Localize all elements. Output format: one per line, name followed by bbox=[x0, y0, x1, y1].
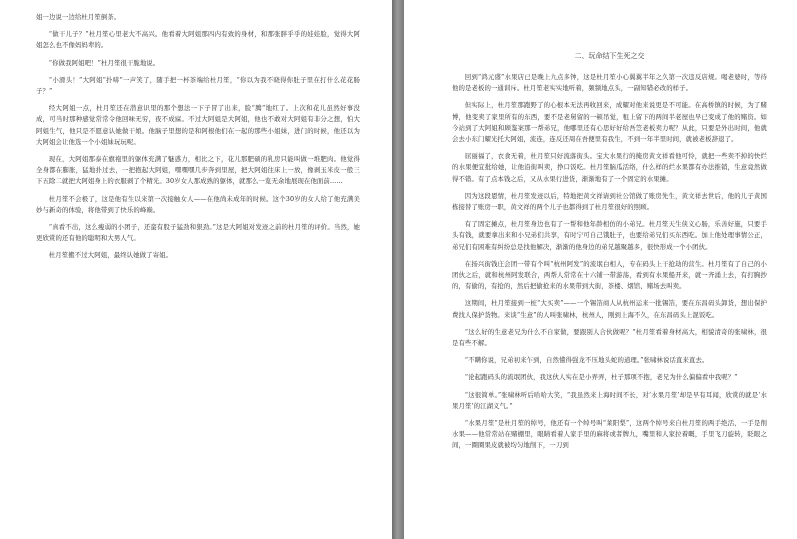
right-paragraph: “水果月笙”是杜月笙的绰号，他还有一个绰号叫“莱阳梨”，这两个绰号来自杜月笙的两手绝活，一手是削水果——他常常站在赌棚里，眼睛看着人家手里的麻将或者牌九，嘴里和人家拉着嘅，手里飞刀旋转，眨眼之间，一圈圈果皮就被均匀地削下，一刀到 bbox=[452, 419, 767, 450]
left-paragraph: “你做我阿姐吧！”杜月笙很干脆地说。 bbox=[48, 58, 160, 67]
right-paragraph: 这期间，杜月笙接到一桩“大买卖”——一个锡箔商人从杭州运来一批锡箔，要在东昌码头卸货，想出保护费找人保护货物。来谈“生意”的人叫张啸林，杭州人，刚到上海不久，在东昌码头上混饭吃。 bbox=[452, 299, 767, 319]
right-paragraph: 有了固定摊点，杜月笙身边也有了一帮和他年龄相仿的小弟兄。杜月笙天生侠义心肠，乐善好施，只要手头有钱，就要拿出来和小兄弟们共享，有时宁可自己饿肚子，也要给弟兄们买东西吃。加上他处理事情公正，弟兄们有困难有纠纷总是找他解决，渐渐的他身边的弟兄越聚越多，很快形成一个小团伙。 bbox=[452, 220, 767, 251]
left-paragraph: 现在，大阿姐那泰在旗袍里的躯体充满了魅惑力，相比之下，花儿那肥硕的乳房只能叫做一堆肥肉。他觉得全身都在膨胀，猛地扑过去，一把抱起大阿姐，嘿嘿嘿几步奔到里屋，把大阿姐往床上一放，像剥玉米皮一般三下五除二就把大阿姐身上的衣服剥了个精光。30岁女人那成熟的躯体，就那么一览无余地展现在他面前…… bbox=[36, 155, 360, 186]
left-page bbox=[0, 0, 392, 539]
right-paragraph: “不瞒你说，兄弟初来乍到，自然懂得强龙不压地头蛇的道理。”张啸林说话直来直去。 bbox=[464, 356, 709, 365]
left-paragraph: “小滑头！”大阿姐“扑哧”一声笑了，随手把一杯茶端给杜月笙，“你以为我不晓得你肚子里在打什么花花肠子？” bbox=[36, 75, 360, 96]
right-paragraph: 因为这段恩情，杜月笙发迹以后，特地把黄文祥请到社公馆做了账房先生，黄文祥去世后，他的儿子黄国栋接替了账房一职，黄文祥的两个儿子也都得到了杜月笙很好的照顾。 bbox=[452, 191, 767, 212]
right-paragraph: “这很简单。”张啸林听后哈哈大笑，“我虽然来上海时间不长，对‘水果月笙’却是早有耳闻，欣赏的就是‘水果月笙’的江湖义气。” bbox=[452, 390, 767, 410]
left-paragraph: 杜月笙不会极了，这是他有生以来第一次接触女人——在他尚未成年的时候。这个30岁的女人给了他充满美妙与新奇的体验，将他带到了快乐的峰巅。 bbox=[36, 194, 360, 214]
right-paragraph: “论起跑码头的流氓团伙，我这伙人实在是小弄弄，杜子那项不抱，老兄为什么偏偏看中我呢？” bbox=[464, 373, 738, 382]
right-paragraph: “这么好的生意老兄为什么不自家做，要跟别人合伙做呢？”杜月笙看着身材高大，相貌清奇的张啸林，很是有些不解。 bbox=[452, 327, 767, 348]
chapter-title: 二、玩命结下生死之交 bbox=[574, 52, 645, 60]
left-paragraph: “真看不出，这么瘦弱的小团子，还蛮有股子猛劲和狠劲。”这是大阿姐对发迹之前的杜月笙的评价。当然，她更欣赏的还有他的聪明和大男人气。 bbox=[36, 223, 360, 243]
left-paragraph: 姐一边说一边给杜月笙倒茶。 bbox=[36, 13, 121, 21]
page-gutter bbox=[392, 0, 404, 539]
right-paragraph: 但实际上，杜月笙那跑野了的心根本无法再收回来，成耀对他来说更是不可能。在高桥镇的时候，为了赌博，他变卖了家里所有的东西，要不是老舅留的一顿吊觉，租上留下的两间半老屋也早已变成了他的赌资。如今站到了大阿姐和顾鉴案那一帮弟兄，他哪里还有心思好好给吾笠老板卖力呢？从此，只要是外出时间，他就会去小东门耀光托大阿姐，流连，连反还周在吾便里有我生，不到一年半里时间，就被老板辞退了。 bbox=[452, 101, 767, 144]
left-paragraph: 杜月笙搬不过大阿姐，最终认她做了寄姐。 bbox=[48, 251, 173, 260]
right-paragraph: 在扬兴街钱庄会团一带有个叫“杭州阿发”的流氓白相人，专在码头上干抢劫的营生。杜月笙有了自己的小团伙之后，就和杭州阿发联合，两帮人常常在十六铺一带游荡，看到有水果船开来，就一齐涌上去，有打胸抄的，有偷的，有抢的，然后把偷抢来的水果带到大街，茶楼、烟馆、赌场去叫卖。 bbox=[452, 259, 767, 291]
right-page bbox=[404, 0, 797, 539]
right-paragraph: 回到“鸿元盛”水果店已是晚上九点多钟，这是杜月笙小心翼翼半年之久第一次违反店规。喝老婆时，等待他的是老板的一通训斥。杜月笙老实实地听着，频频地点头，一副知错必改的样子。 bbox=[452, 73, 767, 93]
right-paragraph: 屈丽福了，衣食无着，杜月笙只好流落街头。宝大水果行的掩房黄文祥看他可怜，就把一些卖不掉的快烂的水果便宜批给她，让他沿街叫卖，挣口饭吃。杜月笙脑瓜活络，什么样的烂水果都有办法推销，生意竟然做得不错。有了点本钱之后，又从水果行进货，渐渐地有了一个固定的水果摊。 bbox=[452, 152, 767, 183]
left-paragraph: “做干儿子？”杜月笙心里老大不高兴。他看着大阿姐那四内有致的身材，和那张胖乎乎的娃娃脸，觉得大阿姐怎么也不像妈妈辈的。 bbox=[36, 30, 360, 50]
left-paragraph: 经大阿姐一点，杜月笙还在潜意识里的那个想法一下子冒了出来，脸“腾”地红了。上次和花儿虽然好事没成，可当时那种感觉常常令他回味无穷，夜不成寐。不过大阿姐是大阿姐，他也不敢对大阿姐有非分之想，怕大阿姐生气，他只是不愿意认她做干娘。他脑子里想的是和阿根他们在一起的那些小姐妹，进门的时候，他还以为大阿姐会让他选一个小姐妹玩玩呢。 bbox=[36, 104, 360, 146]
